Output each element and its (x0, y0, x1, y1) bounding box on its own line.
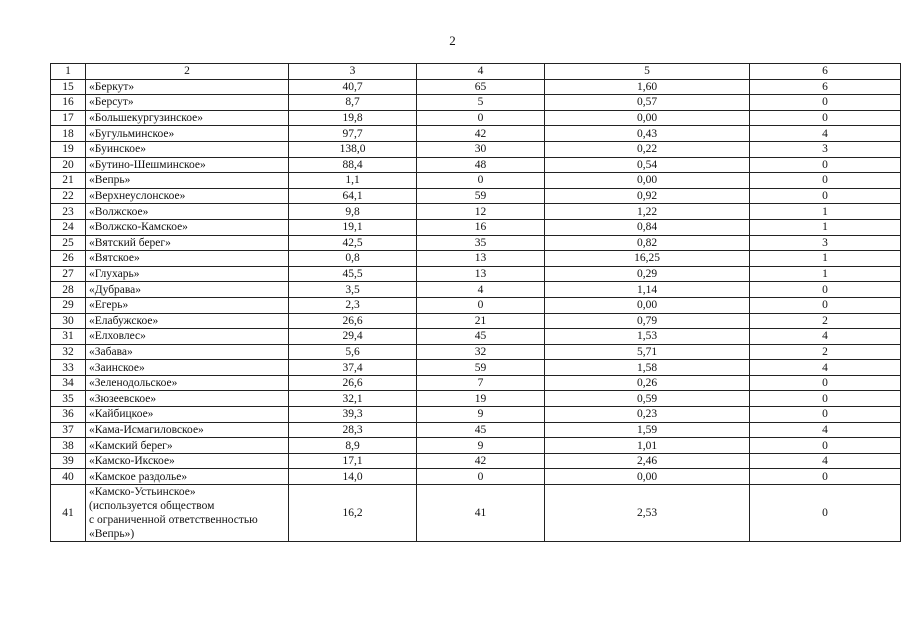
value-cell-3: 64,1 (289, 188, 417, 204)
row-number-cell: 26 (51, 251, 86, 267)
row-number-cell: 37 (51, 422, 86, 438)
row-number-cell: 35 (51, 391, 86, 407)
value-cell-3: 19,1 (289, 219, 417, 235)
value-cell-6: 4 (750, 422, 901, 438)
value-cell-5: 16,25 (545, 251, 750, 267)
name-cell: «Елховлес» (86, 329, 289, 345)
value-cell-6: 0 (750, 110, 901, 126)
table-row (51, 126, 901, 142)
name-cell: «Кама-Исмагиловское» (86, 422, 289, 438)
value-cell-3: 26,6 (289, 375, 417, 391)
value-cell-6: 4 (750, 329, 901, 345)
name-cell: «Заинское» (86, 360, 289, 376)
value-cell-5: 1,58 (545, 360, 750, 376)
value-cell-4: 45 (417, 422, 545, 438)
name-cell: «Камское раздолье» (86, 469, 289, 485)
name-line: с ограниченной ответственностью (89, 514, 258, 527)
value-cell-6: 4 (750, 453, 901, 469)
value-cell-6: 0 (750, 282, 901, 298)
value-cell-3: 97,7 (289, 126, 417, 142)
value-cell-5: 0,26 (545, 375, 750, 391)
value-cell-5: 2,46 (545, 453, 750, 469)
table-row (51, 469, 901, 485)
value-cell-3: 32,1 (289, 391, 417, 407)
value-cell-4: 21 (417, 313, 545, 329)
value-cell-3: 45,5 (289, 266, 417, 282)
value-cell-3: 138,0 (289, 141, 417, 157)
value-cell-3: 5,6 (289, 344, 417, 360)
table-row (51, 360, 901, 376)
value-cell-3: 9,8 (289, 204, 417, 220)
value-cell-5: 5,71 (545, 344, 750, 360)
value-cell-3: 88,4 (289, 157, 417, 173)
value-cell-4: 59 (417, 188, 545, 204)
name-cell: «Вятское» (86, 251, 289, 267)
row-number-cell: 33 (51, 360, 86, 376)
name-cell: «Волжское» (86, 204, 289, 220)
name-cell: «Дубрава» (86, 282, 289, 298)
value-cell-5: 0,79 (545, 313, 750, 329)
value-cell-5: 0,59 (545, 391, 750, 407)
value-cell-6: 1 (750, 266, 901, 282)
value-cell-5: 1,01 (545, 438, 750, 454)
value-cell-5: 1,59 (545, 422, 750, 438)
value-cell-3: 8,7 (289, 95, 417, 111)
value-cell-5: 0,00 (545, 297, 750, 313)
table-row (51, 391, 901, 407)
page-number: 2 (449, 33, 456, 48)
table-row (51, 204, 901, 220)
row-number-cell: 28 (51, 282, 86, 298)
row-number-cell: 22 (51, 188, 86, 204)
value-cell-4: 7 (417, 375, 545, 391)
value-cell-6: 0 (750, 188, 901, 204)
table-row (51, 251, 901, 267)
value-cell-3: 39,3 (289, 407, 417, 423)
value-cell-6: 0 (750, 438, 901, 454)
row-number-cell: 17 (51, 110, 86, 126)
value-cell-6: 1 (750, 251, 901, 267)
name-cell: «Беркут» (86, 79, 289, 95)
table-row (51, 453, 901, 469)
value-cell-3: 14,0 (289, 469, 417, 485)
name-cell: «Волжско-Камское» (86, 219, 289, 235)
table-row (51, 438, 901, 454)
value-cell-4: 5 (417, 95, 545, 111)
value-cell-3: 37,4 (289, 360, 417, 376)
table-row (51, 329, 901, 345)
value-cell-5: 0,92 (545, 188, 750, 204)
value-cell-5: 0,00 (545, 173, 750, 189)
value-cell-5: 0,54 (545, 157, 750, 173)
row-number-cell: 40 (51, 469, 86, 485)
value-cell-4: 30 (417, 141, 545, 157)
header-cell-1: 1 (51, 64, 86, 80)
table-row (51, 282, 901, 298)
row-number-cell: 36 (51, 407, 86, 423)
table-header-row (51, 64, 901, 80)
value-cell-4: 4 (417, 282, 545, 298)
value-cell-5: 2,53 (545, 485, 750, 542)
name-cell: «Камско-Икское» (86, 453, 289, 469)
name-cell: «Елабужское» (86, 313, 289, 329)
table-row (51, 141, 901, 157)
value-cell-6: 3 (750, 141, 901, 157)
value-cell-4: 0 (417, 469, 545, 485)
name-cell: «Забава» (86, 344, 289, 360)
value-cell-5: 1,53 (545, 329, 750, 345)
value-cell-3: 8,9 (289, 438, 417, 454)
value-cell-4: 19 (417, 391, 545, 407)
value-cell-5: 0,29 (545, 266, 750, 282)
table-row (51, 235, 901, 251)
value-cell-4: 12 (417, 204, 545, 220)
value-cell-6: 2 (750, 313, 901, 329)
value-cell-6: 0 (750, 407, 901, 423)
value-cell-3: 42,5 (289, 235, 417, 251)
value-cell-6: 0 (750, 469, 901, 485)
name-cell: «Вепрь» (86, 173, 289, 189)
row-number-cell: 20 (51, 157, 86, 173)
name-line: «Вепрь») (89, 528, 135, 541)
name-cell: «Глухарь» (86, 266, 289, 282)
row-number-cell: 31 (51, 329, 86, 345)
row-number-cell: 32 (51, 344, 86, 360)
value-cell-4: 45 (417, 329, 545, 345)
value-cell-4: 42 (417, 126, 545, 142)
value-cell-6: 4 (750, 126, 901, 142)
value-cell-5: 1,60 (545, 79, 750, 95)
row-number-cell: 18 (51, 126, 86, 142)
value-cell-4: 16 (417, 219, 545, 235)
value-cell-5: 0,00 (545, 110, 750, 126)
header-cell-2: 2 (86, 64, 289, 80)
table-row (51, 157, 901, 173)
value-cell-5: 1,14 (545, 282, 750, 298)
header-cell-5: 5 (545, 64, 750, 80)
value-cell-3: 2,3 (289, 297, 417, 313)
table-row (51, 422, 901, 438)
value-cell-6: 0 (750, 375, 901, 391)
table-row (51, 375, 901, 391)
value-cell-6: 0 (750, 95, 901, 111)
table-row (51, 79, 901, 95)
value-cell-6: 2 (750, 344, 901, 360)
value-cell-4: 48 (417, 157, 545, 173)
value-cell-6: 0 (750, 391, 901, 407)
value-cell-4: 41 (417, 485, 545, 542)
row-number-cell: 41 (51, 485, 86, 542)
value-cell-3: 26,6 (289, 313, 417, 329)
row-number-cell: 15 (51, 79, 86, 95)
table-row (51, 188, 901, 204)
value-cell-6: 0 (750, 485, 901, 542)
name-cell: «Берсут» (86, 95, 289, 111)
table-row (51, 173, 901, 189)
value-cell-4: 9 (417, 438, 545, 454)
value-cell-4: 13 (417, 266, 545, 282)
value-cell-5: 0,23 (545, 407, 750, 423)
value-cell-6: 1 (750, 219, 901, 235)
value-cell-3: 40,7 (289, 79, 417, 95)
value-cell-4: 59 (417, 360, 545, 376)
table-row (51, 110, 901, 126)
value-cell-6: 6 (750, 79, 901, 95)
name-cell: «Вятский берег» (86, 235, 289, 251)
value-cell-5: 0,43 (545, 126, 750, 142)
value-cell-6: 1 (750, 204, 901, 220)
name-line: (используется обществом (89, 500, 215, 513)
name-cell: «Зеленодольское» (86, 375, 289, 391)
table-row (51, 297, 901, 313)
name-line: «Камско-Устьинское» (89, 486, 196, 499)
row-number-cell: 27 (51, 266, 86, 282)
row-number-cell: 38 (51, 438, 86, 454)
name-cell: «Камский берег» (86, 438, 289, 454)
value-cell-5: 0,84 (545, 219, 750, 235)
table-row (51, 266, 901, 282)
value-cell-3: 29,4 (289, 329, 417, 345)
table-row (51, 344, 901, 360)
value-cell-6: 0 (750, 157, 901, 173)
header-cell-4: 4 (417, 64, 545, 80)
value-cell-4: 65 (417, 79, 545, 95)
value-cell-4: 42 (417, 453, 545, 469)
value-cell-4: 35 (417, 235, 545, 251)
table-row-multiline (51, 485, 901, 542)
table-row (51, 219, 901, 235)
value-cell-4: 0 (417, 110, 545, 126)
name-cell: «Большекургузинское» (86, 110, 289, 126)
value-cell-3: 17,1 (289, 453, 417, 469)
row-number-cell: 25 (51, 235, 86, 251)
value-cell-5: 0,00 (545, 469, 750, 485)
value-cell-4: 0 (417, 297, 545, 313)
value-cell-4: 32 (417, 344, 545, 360)
row-number-cell: 21 (51, 173, 86, 189)
row-number-cell: 34 (51, 375, 86, 391)
row-number-cell: 16 (51, 95, 86, 111)
name-cell: «Зюзеевское» (86, 391, 289, 407)
value-cell-3: 19,8 (289, 110, 417, 126)
name-cell (86, 485, 289, 542)
hunting-grounds-table-container (50, 63, 901, 542)
table-row (51, 95, 901, 111)
value-cell-6: 3 (750, 235, 901, 251)
header-cell-6: 6 (750, 64, 901, 80)
hunting-grounds-table (50, 63, 901, 542)
value-cell-6: 4 (750, 360, 901, 376)
value-cell-4: 0 (417, 173, 545, 189)
value-cell-5: 0,57 (545, 95, 750, 111)
name-cell: «Кайбицкое» (86, 407, 289, 423)
table-row (51, 313, 901, 329)
value-cell-4: 9 (417, 407, 545, 423)
name-cell: «Буинское» (86, 141, 289, 157)
name-cell: «Бугульминское» (86, 126, 289, 142)
value-cell-5: 0,22 (545, 141, 750, 157)
table-row (51, 407, 901, 423)
value-cell-3: 0,8 (289, 251, 417, 267)
name-cell: «Верхнеуслонское» (86, 188, 289, 204)
name-cell: «Егерь» (86, 297, 289, 313)
value-cell-3: 1,1 (289, 173, 417, 189)
row-number-cell: 30 (51, 313, 86, 329)
value-cell-3: 16,2 (289, 485, 417, 542)
row-number-cell: 29 (51, 297, 86, 313)
value-cell-3: 28,3 (289, 422, 417, 438)
header-cell-3: 3 (289, 64, 417, 80)
value-cell-3: 3,5 (289, 282, 417, 298)
value-cell-6: 0 (750, 297, 901, 313)
name-cell: «Бутино-Шешминское» (86, 157, 289, 173)
value-cell-6: 0 (750, 173, 901, 189)
row-number-cell: 39 (51, 453, 86, 469)
row-number-cell: 19 (51, 141, 86, 157)
row-number-cell: 24 (51, 219, 86, 235)
row-number-cell: 23 (51, 204, 86, 220)
value-cell-5: 1,22 (545, 204, 750, 220)
value-cell-5: 0,82 (545, 235, 750, 251)
value-cell-4: 13 (417, 251, 545, 267)
